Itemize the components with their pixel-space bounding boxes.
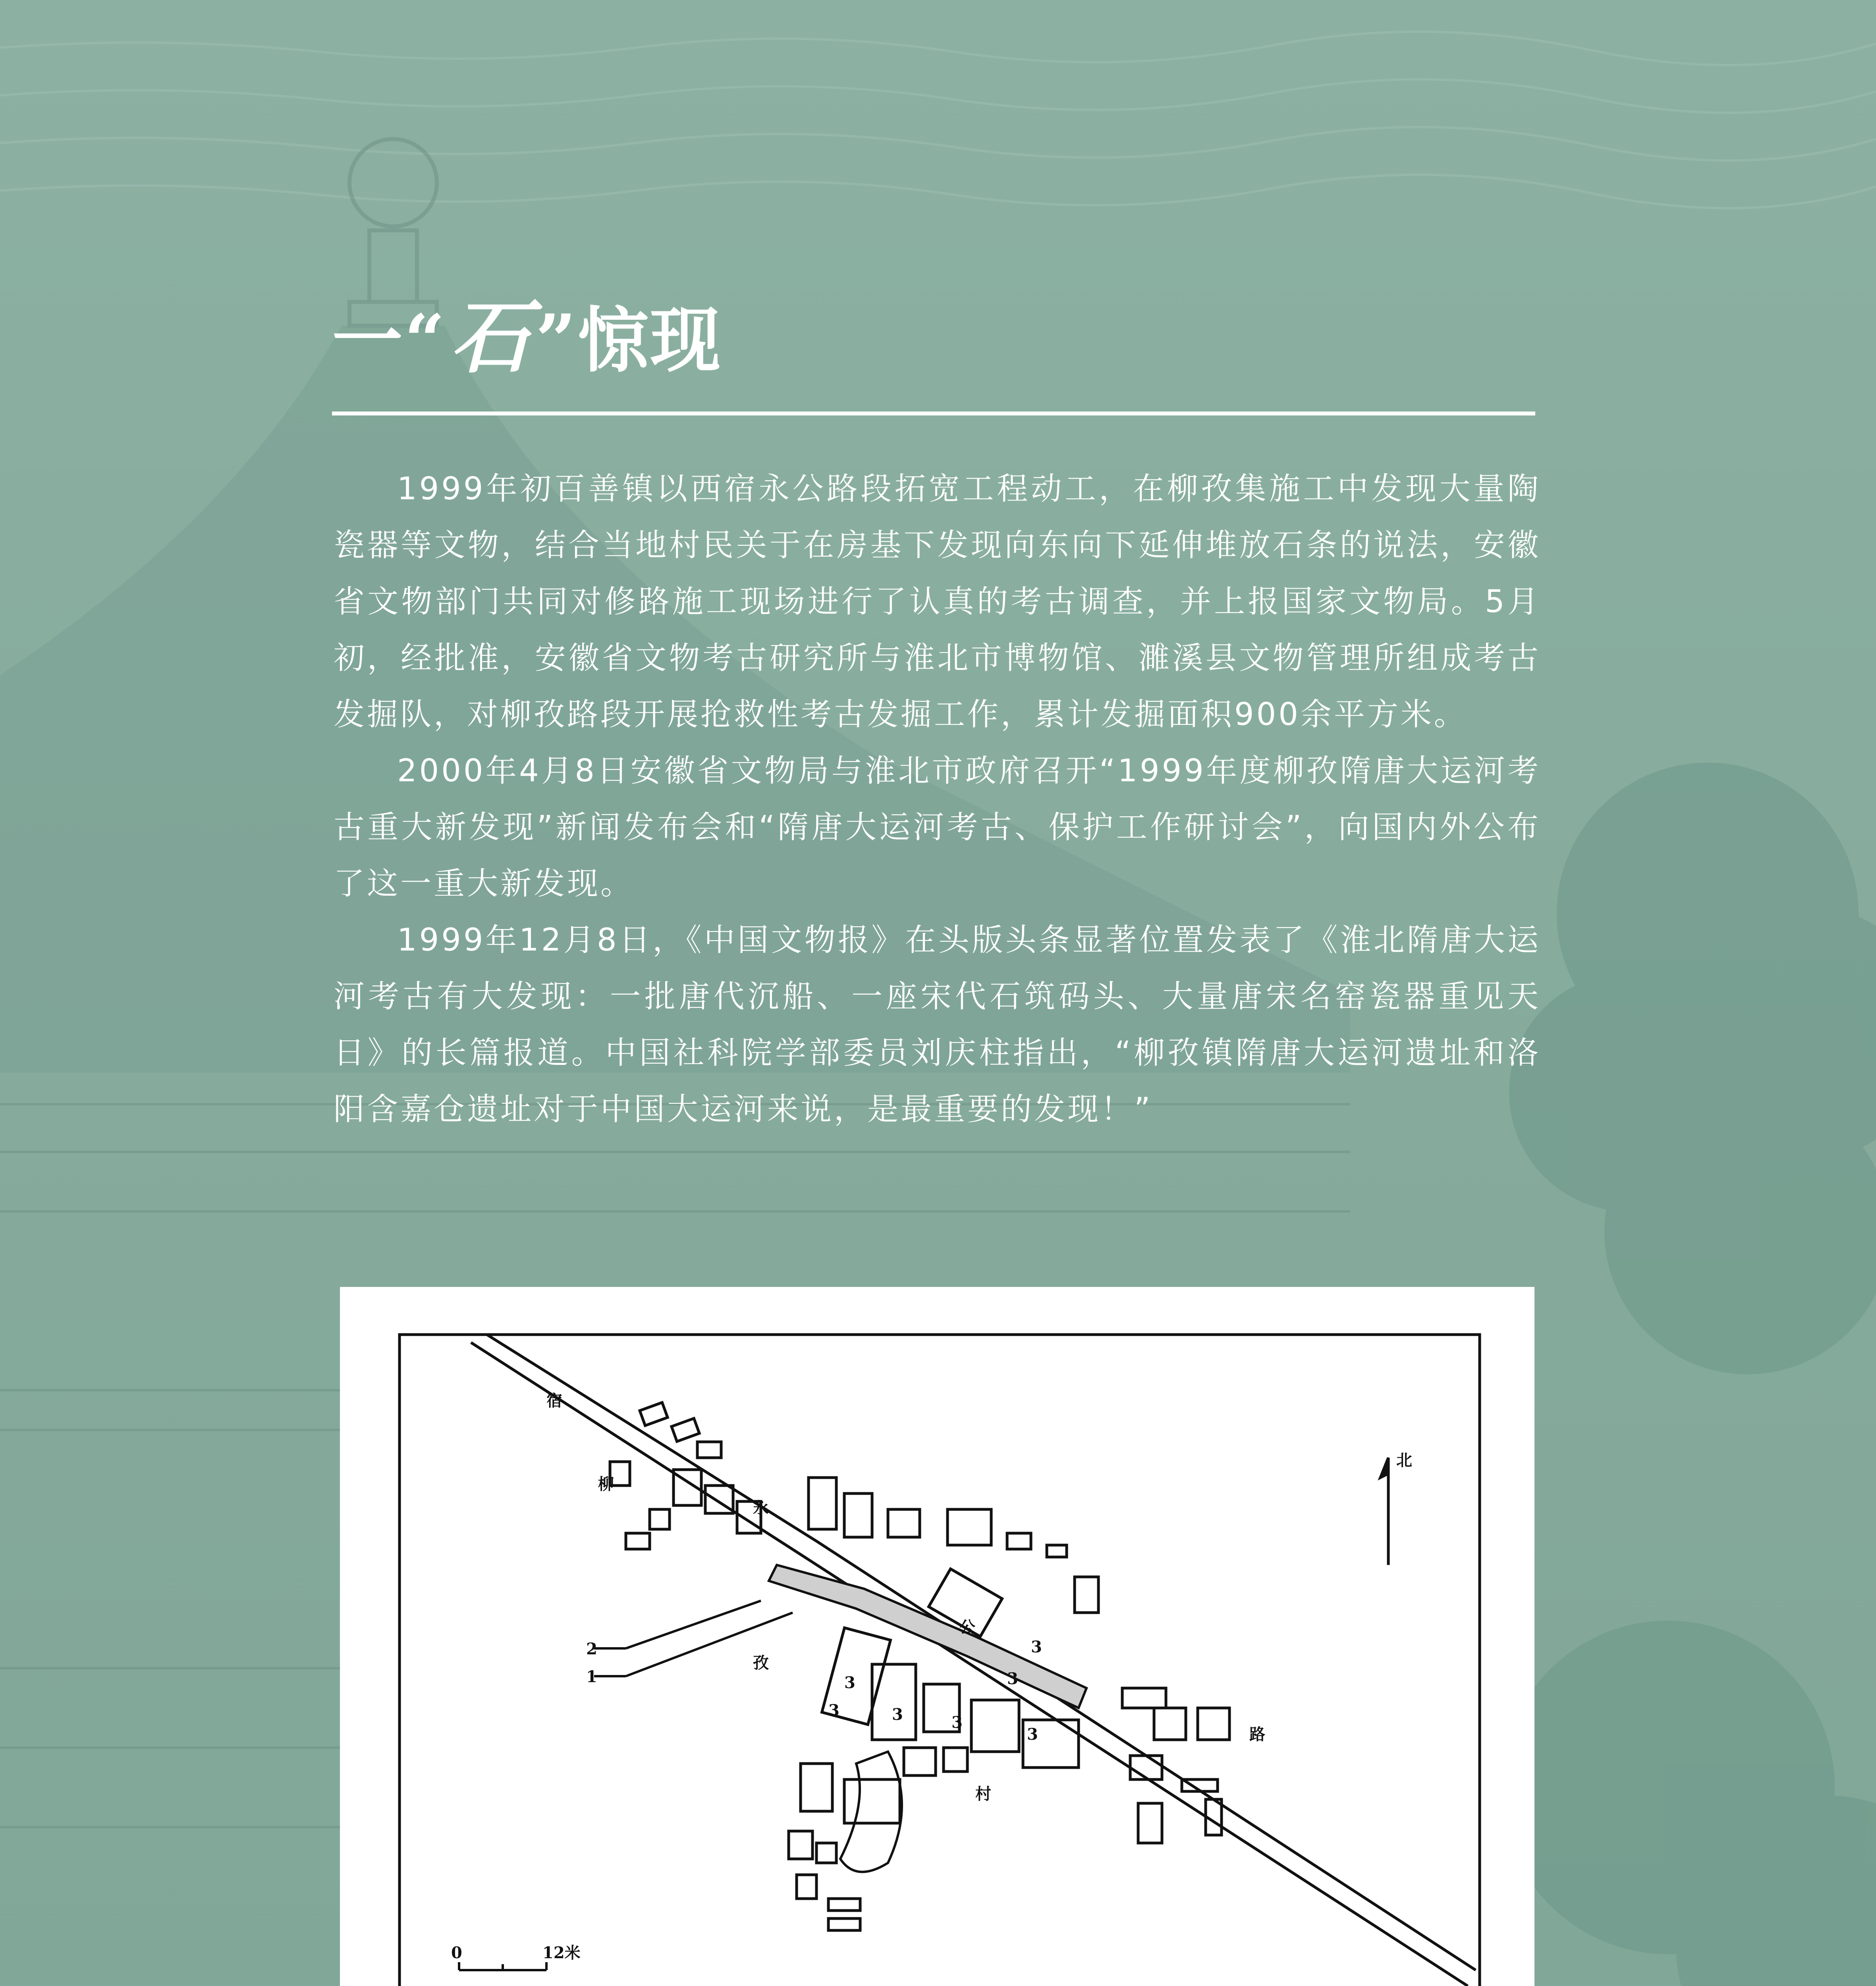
north-label: 北 bbox=[1396, 1451, 1412, 1470]
section-heading bbox=[332, 291, 722, 384]
excavation-map-figure bbox=[340, 1287, 1534, 1986]
north-arrow bbox=[1380, 1458, 1388, 1565]
paragraph: 1999年初百善镇以西宿永公路段拓宽工程动工，在柳孜集施工中发现大量陶瓷器等文物，结合当地村民关于在房基下发现向东向下延伸堆放石条的说法，安徽省文物部门共同对修路施工现场进行了认真的考古调查，并上报国家文物局。5月初，经批准，安徽省文物考古研究所与淮北市博物馆、濉溪县文物管理所组成考古发掘队，对柳孜路段开展抢救性考古发掘工作，累计发掘面积900余平方米。 bbox=[334, 471, 1541, 732]
article-body bbox=[334, 461, 1541, 1138]
paragraph: 1999年12月8日，《中国文物报》在头版头条显著位置发表了《淮北隋唐大运河考古有大发现：一批唐代沉船、一座宋代石筑码头、大量唐宋名窑瓷器重见天日》的长篇报道。中国社科院学部委员刘庆柱指出，“柳孜镇隋唐大运河遗址和洛阳含嘉仓遗址对于中国大运河来说，是最重要的发现！” bbox=[334, 922, 1541, 1127]
marker-1-label: 1 bbox=[586, 1667, 597, 1686]
scale-zero-label: 0 bbox=[451, 1943, 462, 1962]
house-marker-3: 3 bbox=[1027, 1725, 1038, 1744]
heading-suffix: ”惊现 bbox=[535, 299, 722, 382]
road-label-char-2: 永 bbox=[753, 1499, 769, 1517]
village-label-char-2: 孜 bbox=[753, 1654, 769, 1672]
excavation-area bbox=[769, 1565, 1087, 1708]
house-marker-3: 3 bbox=[1007, 1669, 1018, 1688]
scale-bar bbox=[459, 1962, 546, 1970]
house-marker-3: 3 bbox=[828, 1701, 840, 1720]
scale-end-label: 12米 bbox=[542, 1943, 581, 1962]
road-label-char-4: 路 bbox=[1249, 1725, 1265, 1744]
heading-emphasis: 石 bbox=[450, 291, 532, 384]
houses bbox=[610, 1403, 1229, 1930]
village-label-char-1: 柳 bbox=[598, 1475, 614, 1493]
road-label-char-1: 宿 bbox=[546, 1391, 562, 1410]
paragraph: 2000年4月8日安徽省文物局与淮北市政府召开“1999年度柳孜隋唐大运河考古重大新发现”新闻发布会和“隋唐大运河考古、保护工作研讨会”，向国内外公布了这一重大新发现。 bbox=[334, 753, 1541, 902]
house-marker-3: 3 bbox=[952, 1713, 963, 1732]
village-label-char-3: 村 bbox=[975, 1785, 991, 1803]
heading-divider bbox=[332, 411, 1535, 415]
house-marker-3: 3 bbox=[1031, 1638, 1042, 1656]
excavation-map bbox=[340, 1287, 1534, 1986]
house-marker-3: 3 bbox=[892, 1705, 903, 1724]
marker-2-label: 2 bbox=[586, 1640, 597, 1658]
pond bbox=[840, 1752, 902, 1872]
road-label-char-3: 公 bbox=[959, 1618, 975, 1636]
house-marker-3: 3 bbox=[844, 1673, 855, 1692]
heading-prefix: 一“ bbox=[332, 299, 447, 382]
